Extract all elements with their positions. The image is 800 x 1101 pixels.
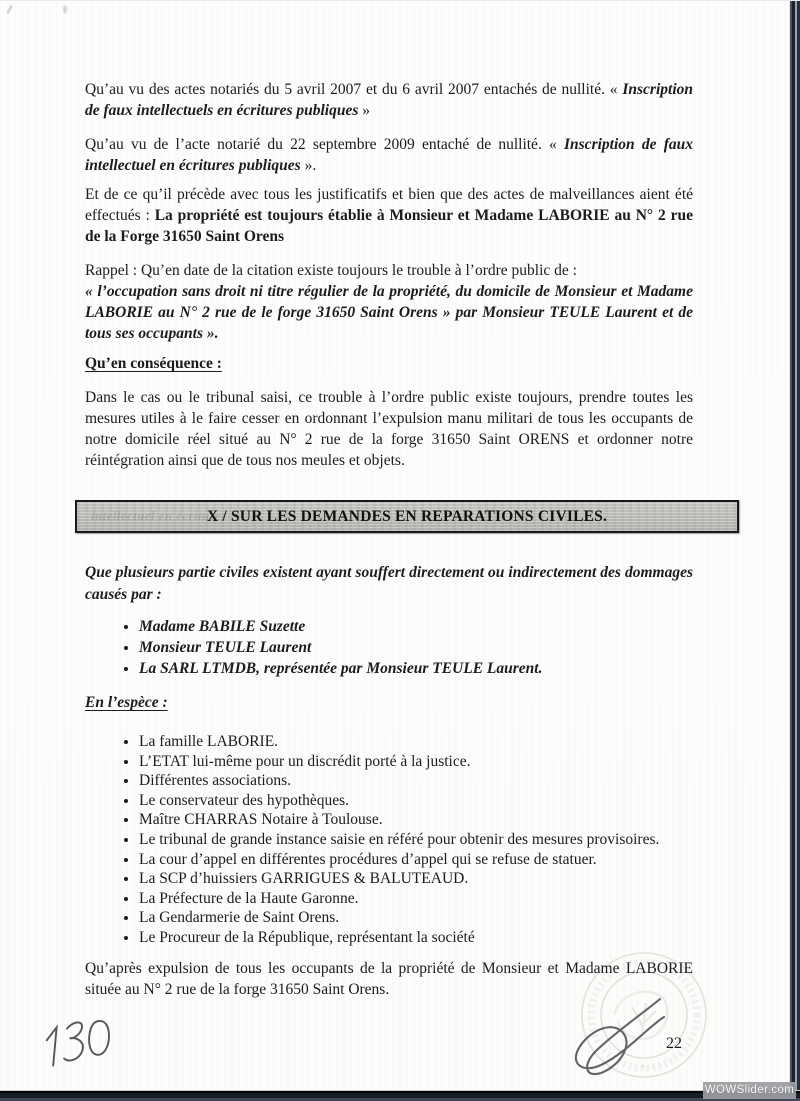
wowslider-watermark[interactable]: WOWSlider.com	[703, 1082, 796, 1099]
list-item: • La Préfecture de la Haute Garonne.	[139, 889, 747, 909]
list-item: • La Gendarmerie de Saint Orens.	[139, 908, 747, 928]
section-title-box	[75, 500, 739, 533]
heading-consequence: Qu’en conséquence :	[85, 355, 222, 372]
closing-quote: ».	[300, 157, 317, 174]
handwritten-signature	[556, 989, 676, 1084]
scan-speck	[62, 4, 68, 15]
bleedthrough-ghost-text: intellectuel en écritures	[91, 508, 227, 523]
paragraph-text: Qu’au vu des actes notariés du 5 avril 2007 et du 6 avril 2007 entachés de nullité. «	[85, 81, 623, 98]
quoted-phrase: « l’occupation sans droit ni titre régulier de la propriété, du domicile de Monsieur et Madame LABORIE au N° 2 rue de le forge 31650 Saint Orens » par Monsieur TEULE Laurent et de tous ses occupants ».	[85, 283, 693, 342]
paragraph-acte-2009	[85, 134, 693, 176]
paragraph-propriete	[85, 184, 693, 247]
scan-speck	[6, 5, 13, 14]
paragraph-tribunal: Dans le cas ou le tribunal saisi, ce trouble à l’ordre public existe toujours, prendre toutes les mesures utiles à le faire cesser en ordonnant l’expulsion manu militari de tous les occupants de notre domicile réel situé au N° 2 rue de la forge 31650 Saint ORENS et ordonner notre réintégration ainsi que de tous nos meules et objets.	[85, 389, 693, 469]
section-title: X / SUR LES DEMANDES EN REPARATIONS CIVILES.	[206, 507, 608, 525]
paragraph-parties-civiles: Que plusieurs partie civiles existent ayant souffert directement ou indirectement des dommages causés par :	[85, 564, 693, 603]
list-item: • Monsieur TEULE Laurent	[139, 637, 747, 658]
list-item: • Le tribunal de grande instance saisie en référé pour obtenir des mesures provisoires.	[139, 830, 747, 850]
paragraph-rappel	[85, 260, 693, 344]
list-item: • La SCP d’huissiers GARRIGUES & BALUTEAUD.	[139, 869, 747, 889]
paragraph-text: Et de ce qu’il précède avec tous les justificatifs et bien que des actes de malveillances aient été effectués :	[85, 186, 693, 224]
list-item: • Différentes associations.	[139, 771, 747, 791]
frame-bottom-bar	[0, 1090, 800, 1101]
list-item: • Le conservateur des hypothèques.	[139, 791, 747, 811]
paragraph-text: Qu’au vu de l’acte notarié du 22 septembre 2009 entaché de nullité. «	[85, 136, 564, 153]
page-number: 22	[666, 1035, 682, 1052]
paragraph-expulsion: Qu’après expulsion de tous les occupants de la propriété de Monsieur et Madame LABORIE située au N° 2 rue de la forge 31650 Saint Orens.	[85, 960, 693, 998]
list-item: • Le Procureur de la République, représentant la société	[139, 928, 747, 948]
list-item: • La SARL LTMDB, représentée par Monsieur TEULE Laurent.	[139, 658, 747, 679]
heading-en-espece: En l’espèce :	[85, 694, 168, 711]
list-item: • La famille LABORIE.	[139, 732, 747, 752]
quoted-phrase: Inscription de faux intellectuels en écritures publiques	[85, 81, 693, 119]
svg-text:*: *	[640, 1063, 645, 1074]
list-item: • Madame BABILE Suzette	[139, 616, 747, 637]
paragraph-actes-notaries	[85, 79, 693, 121]
bullet-list-espece	[85, 732, 747, 948]
bold-statement: La propriété est toujours établie à Monsieur et Madame LABORIE au N° 2 rue de la Forge 31650 Saint Orens	[85, 207, 693, 245]
list-item: • La cour d’appel en différentes procédures d’appel qui se refuse de statuer.	[139, 850, 747, 870]
list-item: • Maître CHARRAS Notaire à Toulouse.	[139, 810, 747, 830]
list-item: • L’ETAT lui-même pour un discrédit porté à la justice.	[139, 752, 747, 772]
closing-quote: »	[358, 102, 371, 119]
paragraph-text: Rappel : Qu’en date de la citation existe toujours le trouble à l’ordre public de :	[85, 262, 577, 279]
frame-right-border	[789, 1, 800, 1101]
handwritten-note-130	[26, 1007, 130, 1083]
quoted-phrase: Inscription de faux intellectuel en écritures publiques	[85, 136, 693, 174]
bullet-list-parties	[85, 616, 747, 679]
